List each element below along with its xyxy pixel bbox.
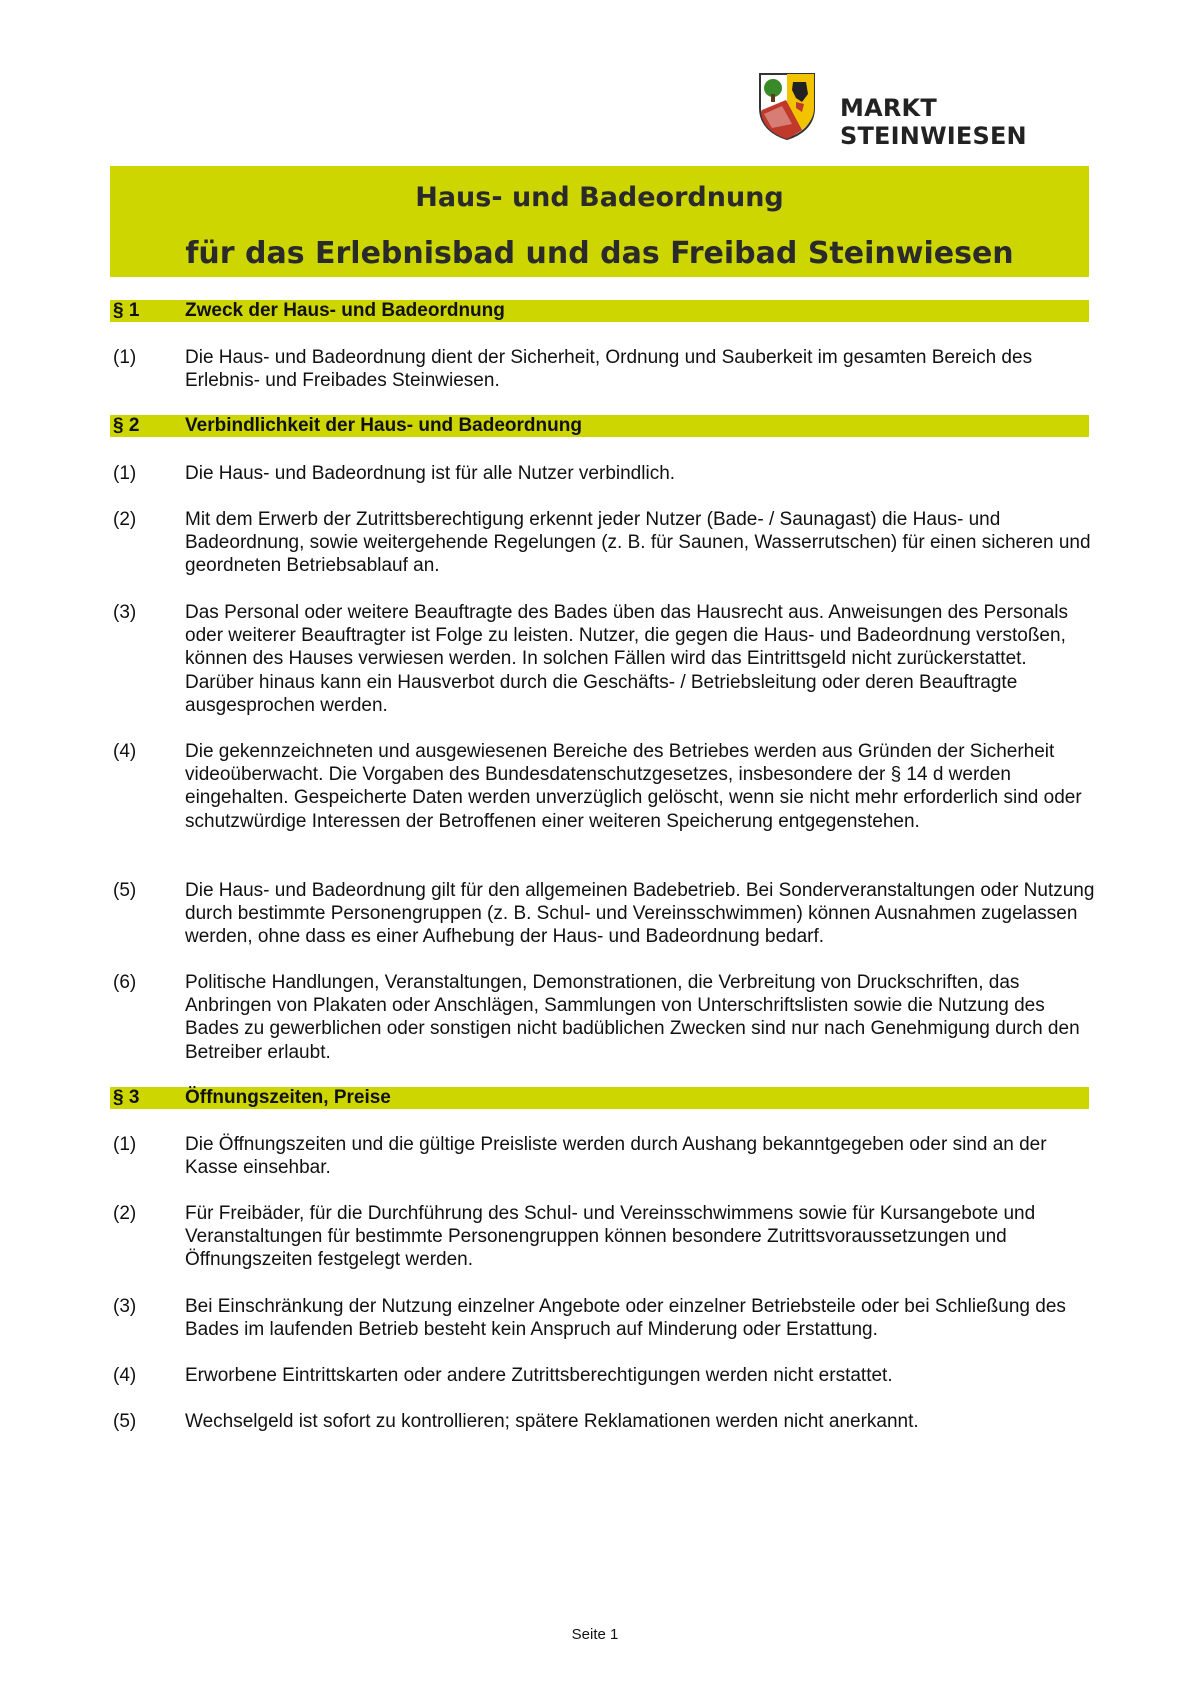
paragraph-number: (3) [113, 1296, 137, 1317]
paragraph-text: Erworbene Eintrittskarten oder andere Zutrittsberechtigungen werden nicht erstattet. [185, 1365, 893, 1386]
title-banner [110, 166, 1089, 277]
paragraph-text: Die gekennzeichneten und ausgewiesenen Bereiche des Betriebes werden aus Gründen der Sicherheit videoüberwacht. Die Vorgaben des Bundesdatenschutzgesetzes, insbesondere der § 14 d werden eingehalten. Gespeicherte Daten werden unverzüglich gelöscht, wenn sie nicht mehr erforderlich sind oder schutzwürdige Interessen der Betroffenen einer weiteren Speicherung entgegenstehen. [185, 741, 1082, 832]
paragraph [110, 346, 1100, 392]
paragraph-text: Mit dem Erwerb der Zutrittsberechtigung erkennt jeder Nutzer (Bade- / Saunagast) die Haus- und Badeordnung, sowie weitergehende Regelungen (z. B. für Saunen, Wasserrutschen) für einen sicheren und geordneten Betriebsablauf an. [185, 509, 1091, 577]
paragraph [110, 508, 1100, 578]
brand-name: MARKT STEINWIESEN [840, 94, 1027, 150]
section-number: § 1 [113, 300, 140, 321]
paragraph-number: (5) [113, 1411, 137, 1432]
paragraph [110, 462, 1100, 485]
paragraph [110, 740, 1100, 833]
paragraph-number: (2) [113, 1203, 137, 1224]
paragraph-number: (2) [113, 509, 137, 530]
section-header [110, 1087, 1089, 1109]
paragraph-number: (1) [113, 347, 137, 368]
municipal-crest-icon [758, 72, 816, 140]
section-title: Verbindlichkeit der Haus- und Badeordnung [185, 415, 582, 436]
paragraph-text: Wechselgeld ist sofort zu kontrollieren; spätere Reklamationen werden nicht anerkannt. [185, 1411, 919, 1432]
paragraph [110, 1410, 1100, 1433]
document-subtitle: für das Erlebnisbad und das Freibad Steinwiesen [185, 236, 1014, 271]
paragraph-number: (6) [113, 972, 137, 993]
paragraph [110, 1364, 1100, 1387]
section-title: Zweck der Haus- und Badeordnung [185, 300, 505, 321]
page-number: Seite 1 [571, 1626, 619, 1643]
document-title: Haus- und Badeordnung [415, 182, 784, 213]
paragraph [110, 879, 1100, 949]
paragraph-text: Die Haus- und Badeordnung gilt für den allgemeinen Badebetrieb. Bei Sonderveranstaltungen oder Nutzung durch bestimmte Personengruppen (z. B. Schul- und Vereinsschwimmen) können Ausnahmen zugelassen werden, ohne dass es einer Aufhebung der Haus- und Badeordnung bedarf. [185, 880, 1095, 948]
paragraph-text: Politische Handlungen, Veranstaltungen, Demonstrationen, die Verbreitung von Druckschriften, das Anbringen von Plakaten oder Anschlägen, Sammlungen von Unterschriftslisten sowie die Nutzung des Bades zu gewerblichen oder sonstigen nicht badüblichen Zwecken sind nur nach Genehmigung durch den Betreiber erlaubt. [185, 972, 1080, 1063]
paragraph-text: Die Haus- und Badeordnung dient der Sicherheit, Ordnung und Sauberkeit im gesamten Bereich des Erlebnis- und Freibades Steinwiesen. [185, 347, 1033, 392]
paragraph-text: Die Haus- und Badeordnung ist für alle Nutzer verbindlich. [185, 463, 676, 484]
section-number: § 2 [113, 415, 140, 436]
paragraph-number: (4) [113, 1365, 137, 1386]
paragraph-text: Das Personal oder weitere Beauftragte des Bades üben das Hausrecht aus. Anweisungen des Personals oder weiterer Beauftragter ist Folge zu leisten. Nutzer, die gegen die Haus- und Badeordnung verstoßen, können des Hauses verwiesen werden. In solchen Fällen wird das Eintrittsgeld nicht zurückerstattet. Darüber hinaus kann ein Hausverbot durch die Geschäfts- / Betriebsleitung oder deren Beauftragte ausgesprochen werden. [185, 602, 1068, 716]
paragraph-number: (1) [113, 463, 137, 484]
section-number: § 3 [113, 1087, 140, 1108]
page-header [758, 72, 1088, 150]
section-header [110, 415, 1089, 437]
section-header [110, 300, 1089, 322]
paragraph-number: (1) [113, 1134, 137, 1155]
paragraph-number: (5) [113, 880, 137, 901]
paragraph [110, 1295, 1100, 1341]
paragraph [110, 1133, 1100, 1179]
paragraph-text: Die Öffnungszeiten und die gültige Preisliste werden durch Aushang bekanntgegeben oder sind an der Kasse einsehbar. [185, 1134, 1047, 1179]
paragraph [110, 971, 1100, 1064]
paragraph [110, 601, 1100, 717]
paragraph [110, 1202, 1100, 1272]
section-title: Öffnungszeiten, Preise [185, 1087, 391, 1108]
paragraph-text: Bei Einschränkung der Nutzung einzelner Angebote oder einzelner Betriebsteile oder bei Schließung des Bades im laufenden Betrieb besteht kein Anspruch auf Minderung oder Erstattung. [185, 1296, 1066, 1341]
paragraph-text: Für Freibäder, für die Durchführung des Schul- und Vereinsschwimmens sowie für Kursangebote und Veranstaltungen für bestimmte Personengruppen können besondere Zutrittsvoraussetzungen und Öffnungszeiten festgelegt werden. [185, 1203, 1036, 1271]
paragraph-number: (4) [113, 741, 137, 762]
paragraph-number: (3) [113, 602, 137, 623]
